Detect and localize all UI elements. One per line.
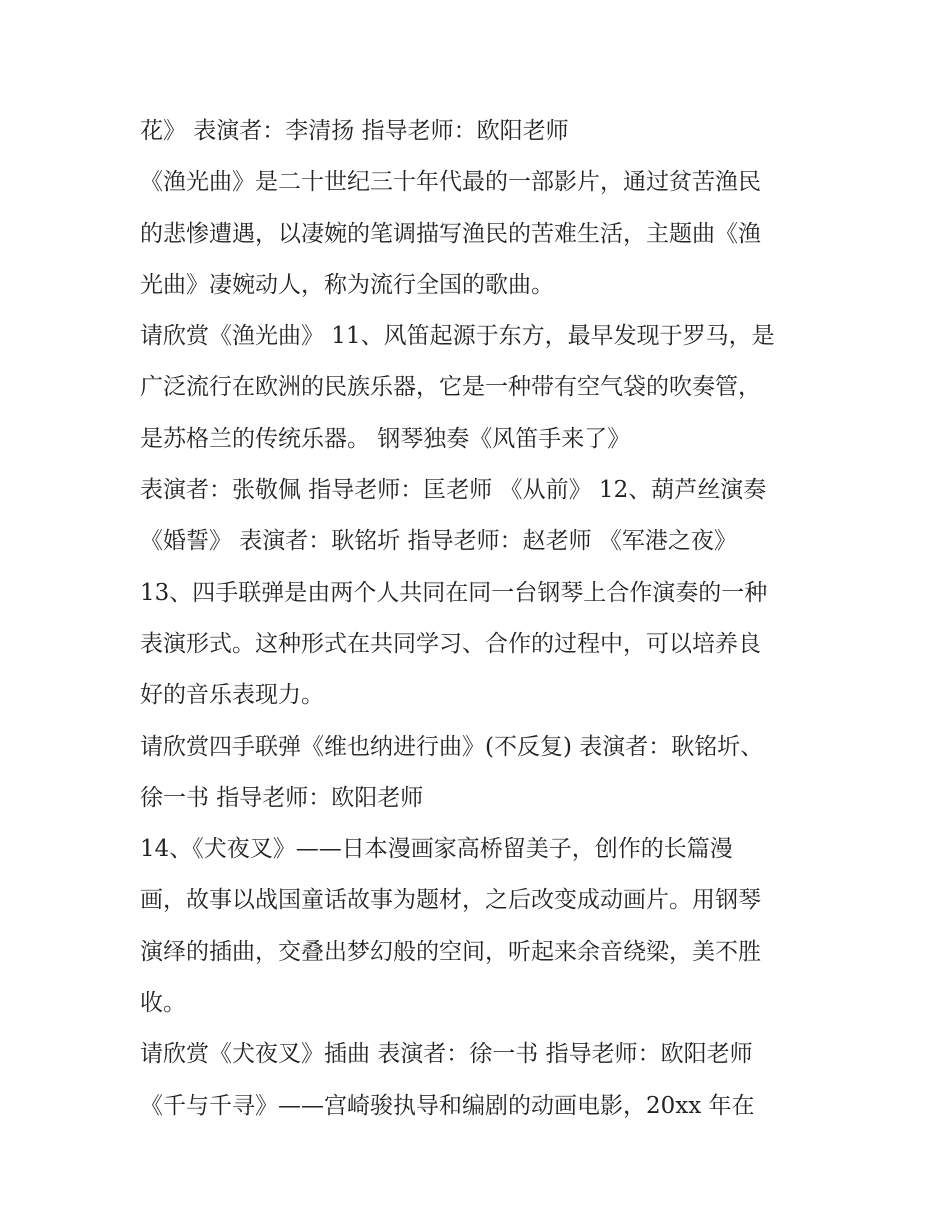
text-line: 表演形式。这种形式在共同学习、合作的过程中，可以培养良 xyxy=(140,630,761,657)
text-line: 请欣赏四手联弹《维也纳进行曲》(不反复) 表演者：耿铭圻、 xyxy=(140,733,764,760)
text-line: 画，故事以战国童话故事为题材，之后改变成动画片。用钢琴 xyxy=(140,887,761,914)
text-line: 《婚誓》 表演者：耿铭圻 指导老师：赵老师 《军港之夜》 xyxy=(140,528,737,555)
text-line: 请欣赏《犬夜叉》插曲 表演者：徐一书 指导老师：欧阳老师 xyxy=(140,1041,753,1068)
text-line: 好的音乐表现力。 xyxy=(140,682,324,709)
text-line: 徐一书 指导老师：欧阳老师 xyxy=(140,784,424,811)
text-line: 广泛流行在欧洲的民族乐器，它是一种带有空气袋的吹奏管， xyxy=(140,374,761,401)
text-line: 14、《犬夜叉》——日本漫画家高桥留美子，创作的长篇漫 xyxy=(140,836,733,863)
text-line: 光曲》凄婉动人，称为流行全国的歌曲。 xyxy=(140,271,554,298)
text-line: 是苏格兰的传统乐器。 钢琴独奏《风笛手来了》 xyxy=(140,425,631,452)
text-line: 《千与千寻》——宫崎骏执导和编剧的动画电影，20xx 年在 xyxy=(140,1092,755,1119)
text-line: 花》 表演者：李清扬 指导老师：欧阳老师 xyxy=(140,118,569,144)
text-line: 的悲惨遭遇，以凄婉的笔调描写渔民的苦难生活，主题曲《渔 xyxy=(140,220,761,247)
text-line: 13、四手联弹是由两个人共同在同一台钢琴上合作演奏的一种 xyxy=(140,579,768,606)
text-line: 《渔光曲》是二十世纪三十年代最的一部影片，通过贫苦渔民 xyxy=(140,169,761,196)
document-body xyxy=(140,106,840,1132)
text-line: 收。 xyxy=(140,990,186,1017)
text-line: 请欣赏《渔光曲》 11、风笛起源于东方，最早发现于罗马，是 xyxy=(140,323,775,350)
text-line: 表演者：张敬佩 指导老师：匡老师 《从前》 12、葫芦丝演奏 xyxy=(140,477,767,504)
text-line: 演绎的插曲，交叠出梦幻般的空间，听起来余音绕梁，美不胜 xyxy=(140,938,761,965)
